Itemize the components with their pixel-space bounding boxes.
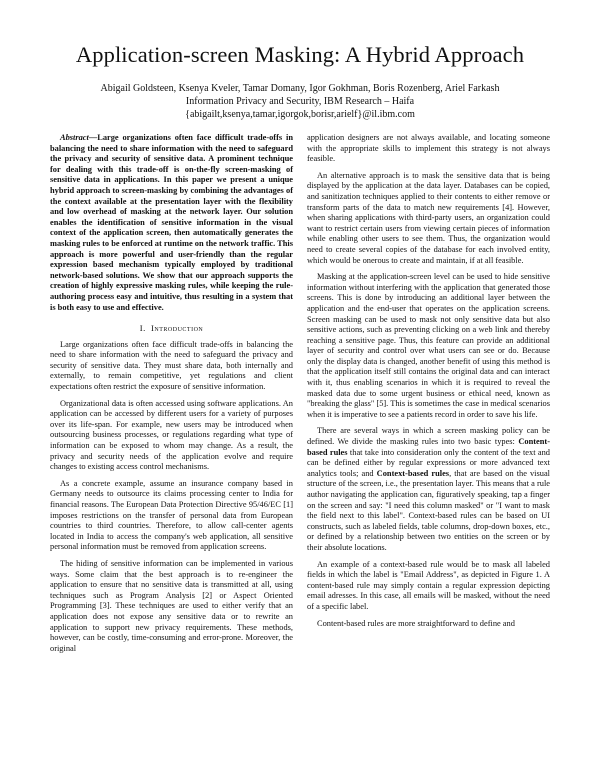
section-title: Introduction (151, 323, 204, 334)
section-heading (50, 323, 293, 334)
text-run: There are several ways in which a screen masking policy can be defined. We divide the masking rules into two basic types: (307, 426, 550, 447)
abstract-label: Abstract (60, 133, 89, 142)
abstract (50, 133, 293, 313)
paragraph: application designers are not always available, and locating someone with the appropriate skills to implement this strategy is not always feasible. (307, 133, 550, 164)
paragraph: Content-based rules are more straightforward to define and (317, 618, 515, 628)
paragraph: An example of a context-based rule would be to mask all labeled fields in which the label is "Email Address", as depicted in Figure 1. A content-based rule may simply contain a regular expression depicting email adresses. In this case, all emails will be masked, without the need of a specific label. (307, 559, 550, 611)
paragraph: The hiding of sensitive information can be implemented in various ways. Some claim that the best approach is to re-engineer the application to ensure that no sensitive data is transmitted at all, using techniques such as Program Analysis [2] or Aspect Oriented Programming [3]. These techniques are used to either verify that an application does not expose any sensitive data or to rewrite an application to support new privacy requirements. These methods, however, can be costly, time-consuming and error-prone. Moreover, the original (50, 558, 293, 653)
text-run: that take into consideration only the content of the text and can be defined either by regular expressions or more advanced text analytics tools; and (307, 447, 550, 478)
paragraph-rule-types (307, 426, 550, 553)
author-emails: {abigailt,ksenya,tamar,igorgok,borisr,arielf}@il.ibm.com (185, 109, 415, 120)
author-list: Abigail Goldsteen, Ksenya Kveler, Tamar Domany, Igor Gokhman, Boris Rozenberg, Ariel Farkash (100, 83, 500, 94)
paragraph: Large organizations often face difficult trade-offs in balancing the need to share information with the need to safeguard the privacy and security of sensitive data. They must share data, both internally and externally, to remain competitive, yet regulations and client expectations often restrict the exposure of sensitive information. (50, 339, 293, 392)
right-column (307, 133, 550, 660)
paragraph: Organizational data is often accessed using software applications. An application can be accessed by different users for a variety of purposes over its life-span. For example, new users may be introduced when outsourcing business processes, or regulations regarding what type of information can be exposed to whom may change. As a result, the privacy and security needs of the application evolve and require changes to existing access control mechanisms. (50, 398, 293, 472)
paragraph: An alternative approach is to mask the sensitive data that is being displayed by the application at the data layer. Databases can be copied, and sanitization techniques applied to their contents to either remove or transform parts of the data to match new requirements [4]. However, when sharing applications with third-party users, an organization could want to restrict certain users from viewing certain pieces of information while enabling other users to see them. Thus, the organization would need to create several copies of the database for each involved entity, which would be onerous to create and maintain, if at all feasible. (307, 170, 550, 265)
term-context-based: Context-based rules (376, 468, 450, 478)
text-run: , that are based on the visual structure of the screen, i.e., the presentation layer. This means that a rule author navigating the application can, figuratively speaking, tap a finger on the screen and say: "I need this column masked" or "I want to mask the field next to this label". Context-based rules can be based on UI constructs, such as labeled fields, table columns, drop-down boxes, etc., or defined by a relationship between two entities on the screen or by their absolute locations. (307, 468, 550, 552)
two-column-body (50, 133, 550, 660)
paragraph: Masking at the application-screen level can be used to hide sensitive information without interfering with the application that generated those screens. This is done by introducing an additional layer between the application and the end-user that operates on the application screens. Screen masking can be used to mask not only sensitive data but also sensitive actions, such as preventing clicking on a web link and thereby reaching a sensitive page. Thus, this feature can provide an additional layer of security and control over what users can see or do. Because only the display data is changed, another benefit of using this method is that the application itself still contains the original data and can interact with it, thus enabling scenarios in which it is required to reveal the masked data due to some urgent business or ethical need, known as "breaking the glass" [5]. This is sometimes the case in medical scenarios when it is imperative to see a patients record in order to save his life. (307, 272, 550, 419)
paragraph: As a concrete example, assume an insurance company based in Germany needs to outsource its claims processing center to India for financial reasons. The European Data Protection Directive 95/46/EC [1] imposes restrictions on the transfer of personal data from European countries to third countries. Therefore, to allow call-center agents located in India to access the company's web application, all sensitive personal information must be removed from application screens. (50, 478, 293, 552)
left-column (50, 133, 293, 660)
paper-title: Application-screen Masking: A Hybrid Approach (75, 42, 525, 67)
term-content-based: Content-based rules (307, 437, 550, 457)
section-number: I. (139, 323, 146, 334)
abstract-text: —Large organizations often face difficult trade-offs in balancing the need to share information with the need to safeguard the privacy and security of sensitive data. A prominent technique for dealing with this trade-off is on-the-fly screen-masking of sensitive data in applications. In this paper we present a unique hybrid approach to screen-masking by combining the advantages of the context available at the presentation layer with the flexibility and low overhead of masking at the network layer. Our solution enables the identification of sensitive information in the visual context of the application screen, then automatically generates the masking rules to be enforced at runtime on the network traffic. This approach is more powerful and user-friendly than the regular expression based mechanism typically employed by traditional network-based solutions. We show that our approach supports the creation of highly expressive masking rules, while keeping the rule-authoring process easy and intuitive, thus resulting in a system that is both easy to use and effective. (50, 133, 294, 312)
affiliation: Information Privacy and Security, IBM Research – Haifa (185, 96, 415, 107)
